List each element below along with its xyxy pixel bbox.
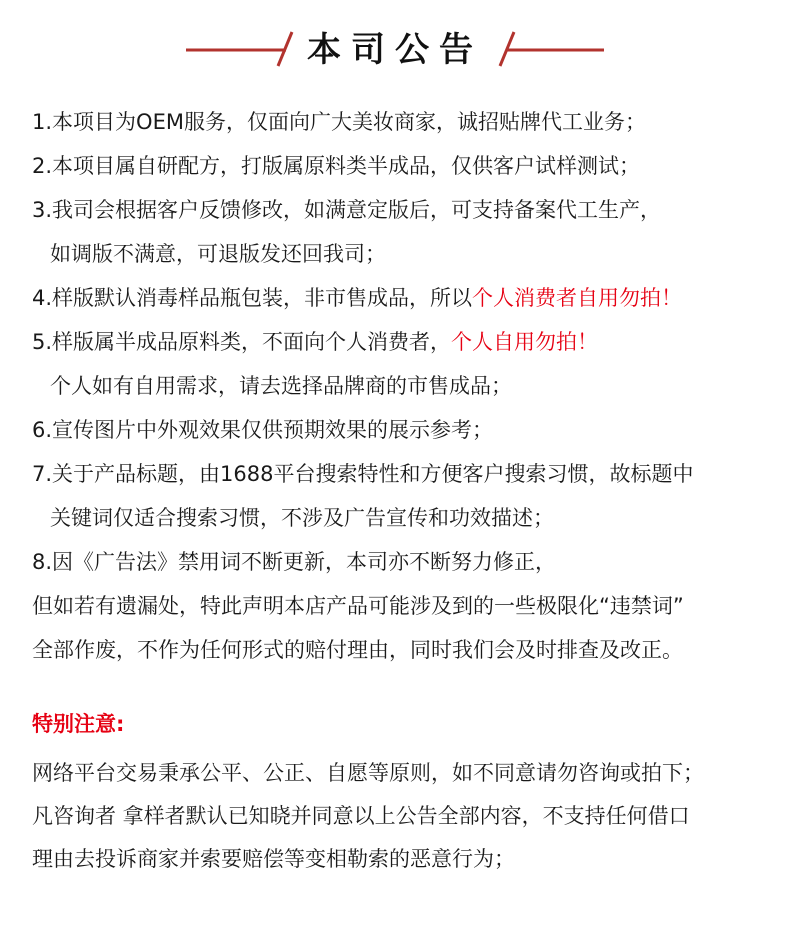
list-item-continuation: 全部作废，不作为任何形式的赔付理由，同时我们会及时排查及改正。	[32, 638, 683, 662]
special-notice-heading: 特别注意:	[32, 712, 125, 736]
notice-line: 理由去投诉商家并索要赔偿等变相勒索的恶意行为；	[32, 847, 515, 871]
warning-text: 个人自用勿拍！	[451, 330, 599, 354]
list-item: 5.样版属半成品原料类，不面向个人消费者，个人自用勿拍！	[32, 330, 599, 354]
list-item: 2.本项目属自研配方，打版属原料类半成品，仅供客户试样测试；	[32, 154, 641, 178]
list-item-continuation: 关键词仅适合搜索习惯，不涉及广告宣传和功效描述；	[50, 506, 554, 530]
list-item: 3.我司会根据客户反馈修改，如满意定版后，可支持备案代工生产，	[32, 198, 662, 222]
announcement-header	[0, 0, 790, 100]
notice-line: 网络平台交易秉承公平、公正、自愿等原则，如不同意请勿咨询或拍下；	[32, 761, 704, 785]
list-item: 7.关于产品标题，由1688平台搜索特性和方便客户搜索习惯，故标题中	[32, 462, 694, 486]
announcement-list	[32, 100, 782, 672]
list-item-continuation: 但如若有遗漏处，特此声明本店产品可能涉及到的一些极限化“违禁词”	[32, 594, 684, 618]
list-item: 4.样版默认消毒样品瓶包装，非市售成品，所以个人消费者自用勿拍！	[32, 286, 683, 310]
list-item-continuation: 如调版不满意，可退版发还回我司；	[50, 242, 386, 266]
warning-text: 个人消费者自用勿拍！	[472, 286, 683, 310]
list-item: 1.本项目为OEM服务，仅面向广大美妆商家，诚招贴牌代工业务；	[32, 110, 646, 134]
list-item: 6.宣传图片中外观效果仅供预期效果的展示参考；	[32, 418, 494, 442]
notice-line: 凡咨询者 拿样者默认已知晓并同意以上公告全部内容，不支持任何借口	[32, 804, 690, 828]
page-title: 本司公告	[307, 30, 483, 70]
special-notice-body	[32, 752, 782, 881]
list-item: 8.因《广告法》禁用词不断更新，本司亦不断努力修正，	[32, 550, 557, 574]
list-item-continuation: 个人如有自用需求，请去选择品牌商的市售成品；	[50, 374, 512, 398]
